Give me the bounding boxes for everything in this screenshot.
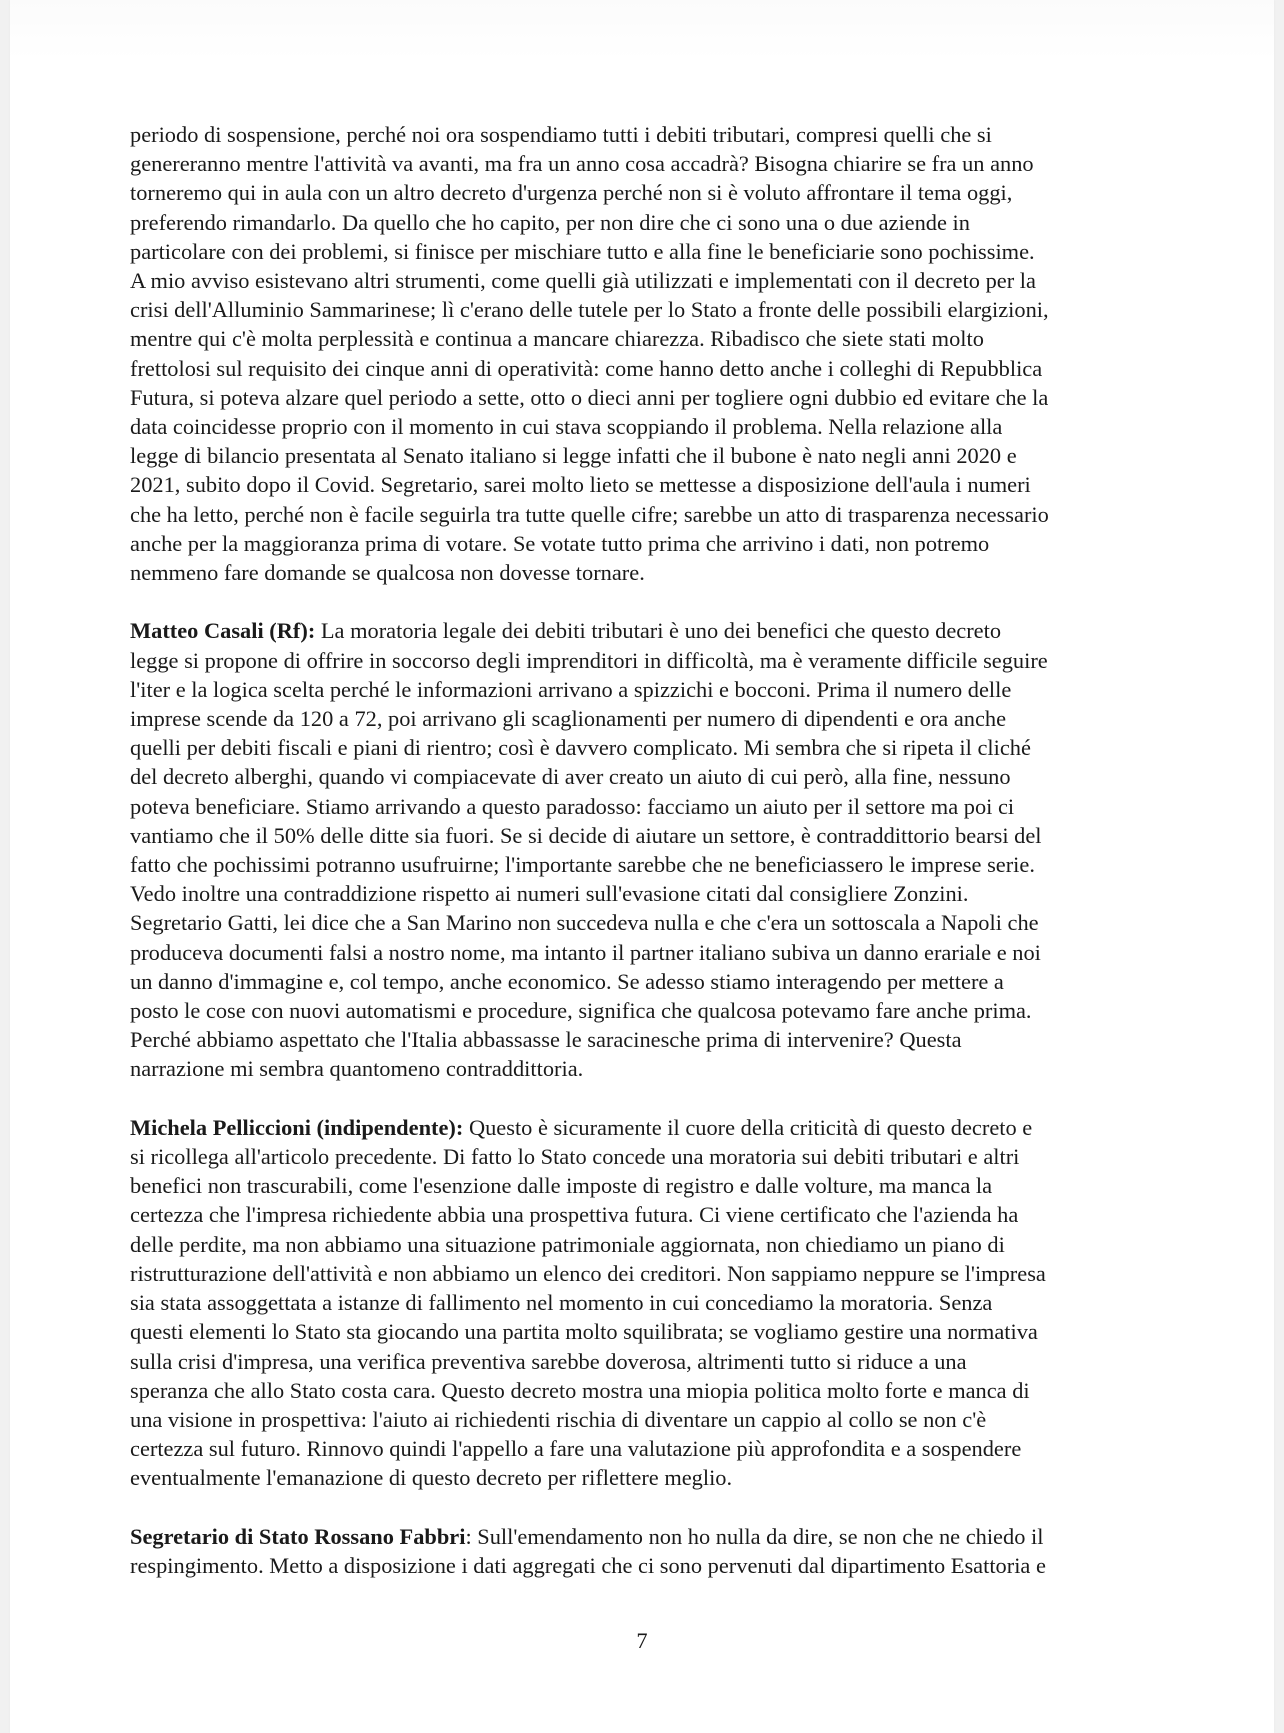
text-line: speranza che allo Stato costa cara. Questo decreto mostra una miopia politica molto forte e manca di: [130, 1377, 1030, 1403]
text-line: quelli per debiti fiscali e piani di rientro; così è davvero complicato. Mi sembra che si ripeta il cliché: [130, 735, 1031, 761]
text-line: legge si propone di offrire in soccorso degli imprenditori in difficoltà, ma è veramente difficile seguire: [130, 647, 1048, 673]
text-line: benefici non trascurabili, come l'esenzione dalle imposte di registro e dalle volture, ma manca la: [130, 1173, 993, 1199]
text-line: posto le cose con nuovi automatismi e procedure, significa che qualcosa potevamo fare anche prima.: [130, 998, 1032, 1024]
text-line: frettolosi sul requisito dei cinque anni di operatività: come hanno detto anche i colleghi di Repubblica: [130, 355, 1043, 381]
text-line: eventualmente l'emanazione di questo decreto per riflettere meglio.: [130, 1465, 733, 1491]
text-line: preferendo rimandarlo. Da quello che ho capito, per non dire che ci sono una o due aziende in: [130, 209, 970, 235]
paragraph-matteo-casali: [130, 616, 1192, 1083]
speech-text: Questo è sicuramente il cuore della criticità di questo decreto e: [463, 1114, 1033, 1140]
text-line: crisi dell'Alluminio Sammarinese; lì c'erano delle tutele per lo Stato a fronte delle possibili elargizioni,: [130, 297, 1049, 323]
text-line: Perché abbiamo aspettato che l'Italia abbassasse le saracinesche prima di intervenire? Questa: [130, 1027, 962, 1053]
text-line: Segretario Gatti, lei dice che a San Marino non succedeva nulla e che c'era un sottoscala a Napoli che: [130, 910, 1039, 936]
text-line: questi elementi lo Stato sta giocando una partita molto squilibrata; se vogliamo gestire una normativa: [130, 1319, 1038, 1345]
text-line: 2021, subito dopo il Covid. Segretario, sarei molto lieto se mettesse a disposizione dell'aula i numeri: [130, 472, 1031, 498]
text-line: certezza che l'impresa richiedente abbia una prospettiva futura. Ci viene certificato che l'azienda ha: [130, 1202, 1019, 1228]
text-line: l'iter e la logica scelta perché le informazioni arrivano a spizzichi e bocconi. Prima il numero delle: [130, 676, 1012, 702]
speech-text: : Sull'emendamento non ho nulla da dire, se non che ne chiedo il: [465, 1523, 1044, 1549]
text-line: un danno d'immagine e, col tempo, anche economico. Se adesso stiamo interagendo per mettere a: [130, 968, 1004, 994]
speech-text: La moratoria legale dei debiti tributari è uno dei benefici che questo decreto: [315, 618, 1002, 644]
text-line: torneremo qui in aula con un altro decreto d'urgenza perché non si è voluto affrontare il tema oggi,: [130, 180, 1013, 206]
speaker-name: Segretario di Stato Rossano Fabbri: [130, 1523, 466, 1549]
text-line: nemmeno fare domande se qualcosa non dovesse tornare.: [130, 560, 645, 586]
speaker-name: Michela Pelliccioni (indipendente):: [130, 1114, 464, 1140]
text-line: Futura, si poteva alzare quel periodo a sette, otto o dieci anni per togliere ogni dubbio ed evitare che la: [130, 384, 1049, 410]
text-line: certezza sul futuro. Rinnovo quindi l'appello a fare una valutazione più approfondita e a sospendere: [130, 1436, 1022, 1462]
speaker-name: Matteo Casali (Rf):: [130, 618, 316, 644]
paragraph-michela-pelliccioni: [130, 1113, 1192, 1493]
text-line: legge di bilancio presentata al Senato italiano si legge infatti che il bubone è nato negli anni 2020 e: [130, 443, 1017, 469]
text-line: [130, 1113, 1192, 1142]
document-page: [10, 0, 1274, 1733]
text-line: fatto che pochissimi potranno usufruirne; l'importante sarebbe che ne beneficiassero le imprese serie.: [130, 852, 1035, 878]
text-line: [130, 1522, 1192, 1551]
text-line: sia stata assoggettata a istanze di fallimento nel momento in cui concediamo la moratoria. Senza: [130, 1290, 993, 1316]
text-line: particolare con dei problemi, si finisce per mischiare tutto e alla fine le beneficiarie sono pochissime.: [130, 238, 1035, 264]
text-line: A mio avviso esistevano altri strumenti, come quelli già utilizzati e implementati con il decreto per la: [130, 268, 1036, 294]
text-line: ristrutturazione dell'attività e non abbiamo un elenco dei creditori. Non sappiamo neppure se l'impresa: [130, 1260, 1046, 1286]
text-line: narrazione mi sembra quantomeno contraddittoria.: [130, 1056, 584, 1082]
paragraph-continuation: [130, 120, 1192, 587]
text-line: del decreto alberghi, quando vi compiacevate di aver creato un aiuto di cui però, alla fine, nessuno: [130, 764, 1011, 790]
text-line: si ricollega all'articolo precedente. Di fatto lo Stato concede una moratoria sui debiti tributari e altri: [130, 1144, 1020, 1170]
text-line: poteva beneficiare. Stiamo arrivando a questo paradosso: facciamo un aiuto per il settore ma poi ci: [130, 793, 1015, 819]
text-line: data coincidesse proprio con il momento in cui stava scoppiando il problema. Nella relazione alla: [130, 414, 1003, 440]
text-line: imprese scende da 120 a 72, poi arrivano gli scaglionamenti per numero di dipendenti e ora anche: [130, 706, 1007, 732]
text-line: produceva documenti falsi a nostro nome, ma intanto il partner italiano subiva un danno erariale e noi: [130, 939, 1041, 965]
text-line: respingimento. Metto a disposizione i dati aggregati che ci sono pervenuti dal dipartimento Esattoria e: [130, 1552, 1046, 1578]
text-line: mentre qui c'è molta perplessità e continua a mancare chiarezza. Ribadisco che siete stati molto: [130, 326, 984, 352]
text-line: anche per la maggioranza prima di votare. Se votate tutto prima che arrivino i dati, non potremo: [130, 530, 990, 556]
text-line: [130, 616, 1192, 645]
text-line: Vedo inoltre una contraddizione rispetto ai numeri sull'evasione citati dal consigliere Zonzini.: [130, 881, 969, 907]
text-line: che ha letto, perché non è facile seguirla tra tutte quelle cifre; sarebbe un atto di trasparenza necessario: [130, 501, 1049, 527]
text-line: periodo di sospensione, perché noi ora sospendiamo tutti i debiti tributari, compresi quelli che si: [130, 122, 992, 147]
text-line: una visione in prospettiva: l'aiuto ai richiedenti rischia di diventare un cappio al collo se non c'è: [130, 1406, 987, 1432]
text-line: genereranno mentre l'attività va avanti, ma fra un anno cosa accadrà? Bisogna chiarire se fra un anno: [130, 151, 1034, 177]
page-content: [130, 120, 1192, 1609]
text-line: delle perdite, ma non abbiamo una situazione patrimoniale aggiornata, non chiediamo un piano di: [130, 1231, 1005, 1257]
paragraph-rossano-fabbri: [130, 1522, 1192, 1580]
text-line: vantiamo che il 50% delle ditte sia fuori. Se si decide di aiutare un settore, è contraddittorio bearsi del: [130, 822, 1042, 848]
page-number: 7: [636, 1628, 648, 1653]
text-line: sulla crisi d'impresa, una verifica preventiva sarebbe doverosa, altrimenti tutto si riduce a una: [130, 1348, 967, 1374]
